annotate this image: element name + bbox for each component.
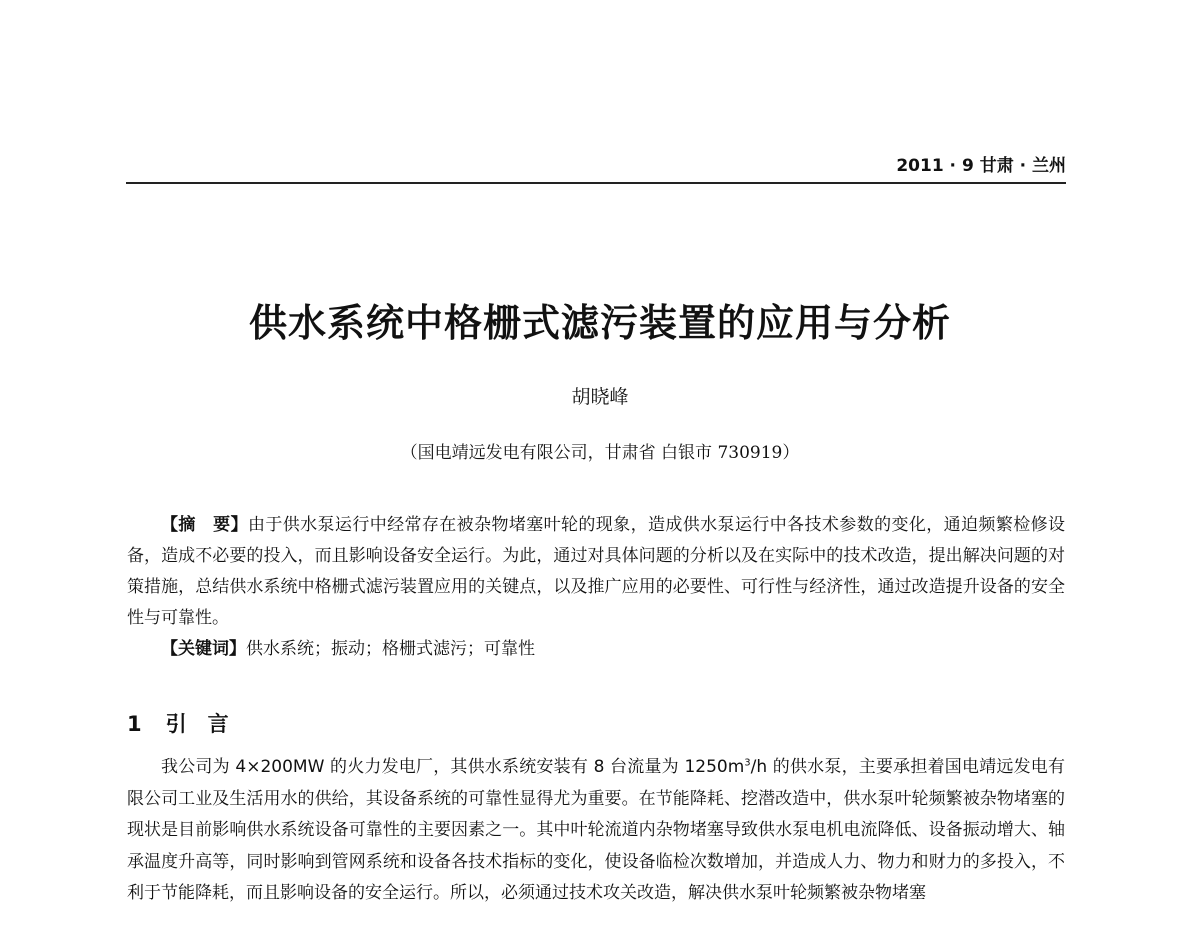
author-affiliation: （国电靖远发电有限公司，甘肃省 白银市 730919） (400, 443, 800, 463)
abstract-block (127, 510, 1065, 665)
section-number: 1 (127, 712, 142, 736)
keywords-label: 【关键词】 (161, 639, 246, 659)
paper-title: 供水系统中格栅式滤污装置的应用与分析 (248, 301, 951, 345)
header-location: 甘肃 · 兰州 (979, 156, 1066, 176)
abstract-text: 由于供水泵运行中经常存在被杂物堵塞叶轮的现象，造成供水泵运行中各技术参数的变化，通迫频繁检修设备，造成不必要的投入，而且影响设备安全运行。为此，通过对具体问题的分析以及在实际中的技术改造，提出解决问题的对策措施，总结供水系统中格栅式滤污装置应用的关键点，以及推广应用的必要性、可行性与经济性，通过改造提升设备的安全性与可靠性。 (127, 515, 1066, 628)
header-issue: 2011 · 9 (896, 156, 974, 176)
body-text-part-2: /h 的供水泵，主要承担着国电靖远发电有限公司工业及生活用水的供给，其设备系统的可靠性显得尤为重要。在节能降耗、挖潜改造中，供水泵叶轮频繁被杂物堵塞的现状是目前影响供水系统设备可靠性的主要因素之一。其中叶轮流道内杂物堵塞导致供水泵电机电流降低、设备振动增大、轴承温度升高等，同时影响到管网系统和设备各技术指标的变化，使设备临检次数增加，并造成人力、物力和财力的多投入，不利于节能降耗，而且影响设备的安全运行。所以，必须通过技术攻关改造，解决供水泵叶轮频繁被杂物堵塞 (127, 757, 1065, 903)
body-text (127, 752, 1065, 910)
author-name: 胡晓峰 (571, 386, 629, 408)
body-text-part-1: 我公司为 4×200MW 的火力发电厂，其供水系统安装有 8 台流量为 1250m (161, 757, 745, 777)
abstract-label: 【摘 要】 (161, 515, 248, 535)
abstract-paragraph (127, 510, 1065, 634)
keywords-paragraph (127, 634, 1065, 665)
unit-superscript: 3 (744, 757, 751, 769)
body-paragraph (127, 752, 1065, 910)
section-heading (127, 708, 229, 740)
section-title: 引 言 (165, 712, 229, 736)
running-header (126, 152, 1066, 184)
keywords-text: 供水系统；振动；格栅式滤污；可靠性 (246, 639, 535, 659)
